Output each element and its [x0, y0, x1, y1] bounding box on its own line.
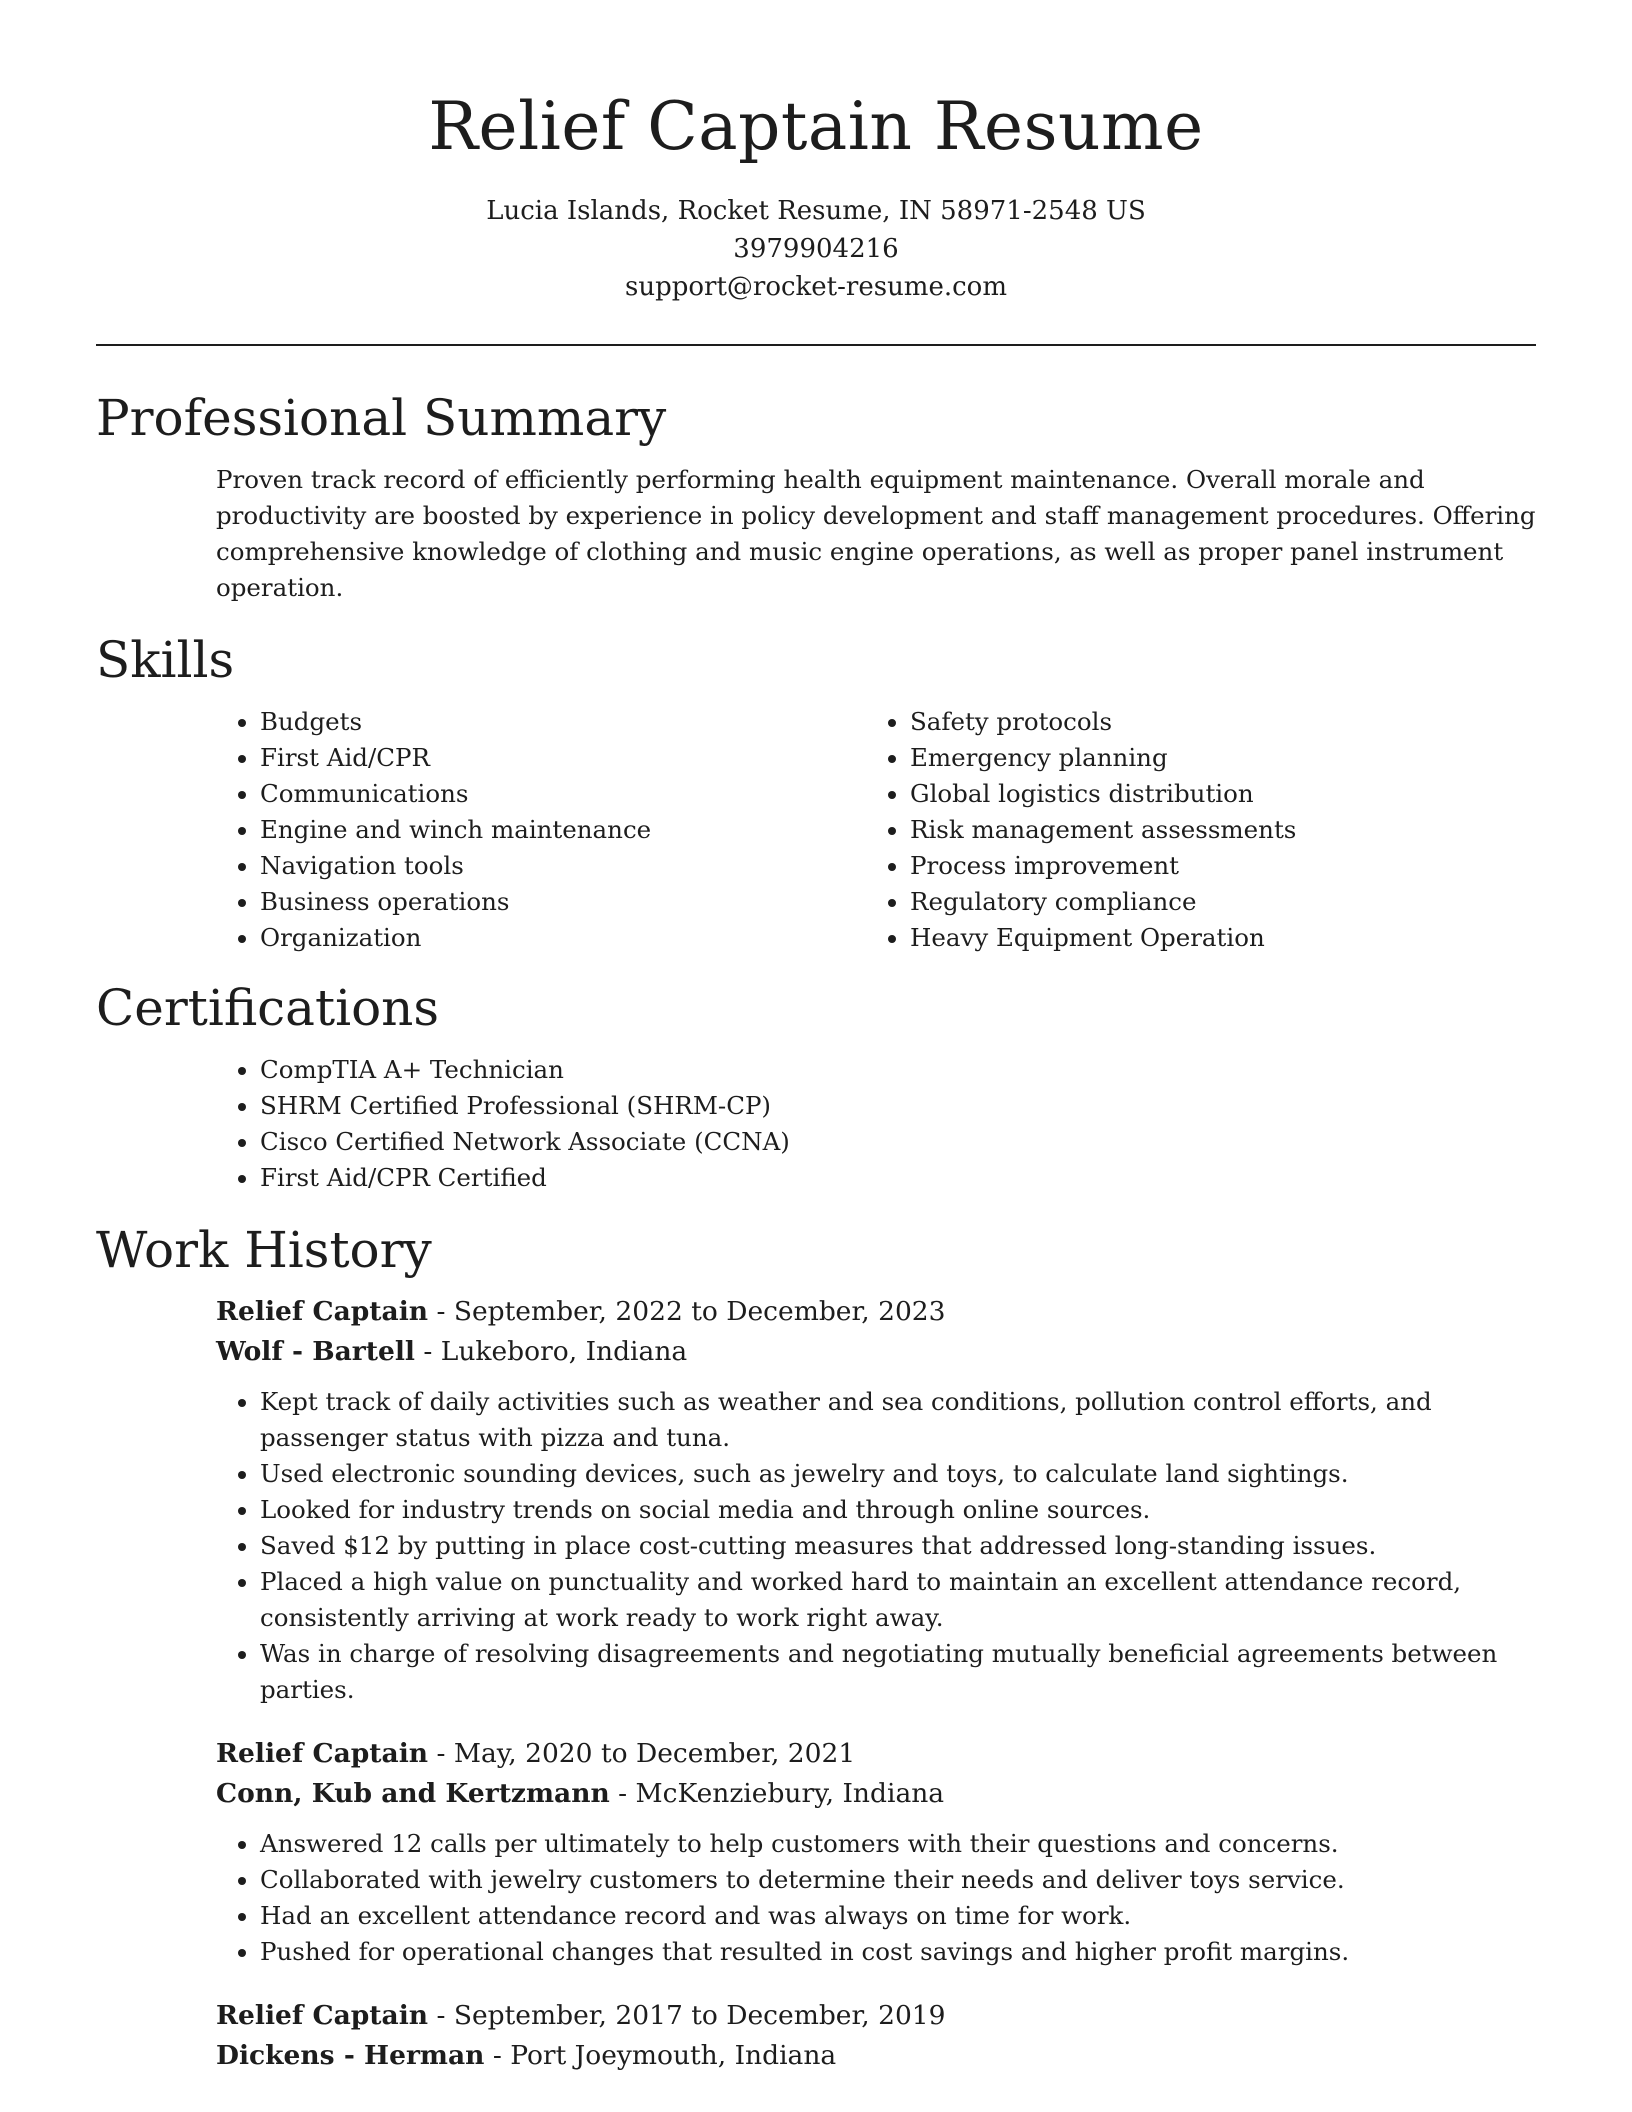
job-dates: - May, 2020 to December, 2021: [428, 1738, 856, 1769]
skill-item: • Risk management assessments: [910, 812, 1516, 848]
work-history-section: [216, 1292, 1536, 2076]
job-bullet-item: • Kept track of daily activities such as weather and sea conditions, pollution control efforts, and passenger status with pizza and tuna.: [260, 1384, 1536, 1456]
contact-phone: 3979904216: [733, 234, 899, 264]
skill-item: • Engine and winch maintenance: [260, 812, 866, 848]
contact-email[interactable]: support@rocket-resume.com: [624, 272, 1007, 302]
skill-item: • Navigation tools: [260, 848, 866, 884]
job-role: Relief Captain: [216, 1296, 429, 1327]
job-location: - Port Joeymouth, Indiana: [484, 2040, 837, 2071]
job-dates: - September, 2017 to December, 2019: [428, 2000, 946, 2031]
certification-item: • CompTIA A+ Technician: [260, 1052, 1536, 1088]
job-company: Wolf - Bartell: [216, 1336, 415, 1367]
job-title-line: [216, 1292, 1536, 1332]
certifications-list: [216, 1052, 1536, 1196]
job-company-line: [216, 2036, 1536, 2076]
job-entry: [216, 1292, 1536, 1708]
resume-page: [96, 0, 1536, 2102]
job-company-line: [216, 1774, 1536, 1814]
work-history-heading: Work History: [96, 1221, 432, 1279]
job-bullet-item: • Collaborated with jewelry customers to determine their needs and deliver toys service.: [260, 1862, 1536, 1898]
certifications-section: [216, 1052, 1536, 1196]
skills-heading: Skills: [96, 631, 235, 689]
contact-address: Lucia Islands, Rocket Resume, IN 58971-2548 US: [486, 196, 1146, 226]
job-bullet-item: • Placed a high value on punctuality and worked hard to maintain an excellent attendance record, consistently arriving at work ready to work right away.: [260, 1564, 1536, 1636]
job-bullet-item: • Was in charge of resolving disagreements and negotiating mutually beneficial agreements between parties.: [260, 1636, 1536, 1708]
skill-item: • Global logistics distribution: [910, 776, 1516, 812]
skills-column-right: [866, 704, 1516, 956]
job-bullet-item: • Looked for industry trends on social media and through online sources.: [260, 1492, 1536, 1528]
skill-item: • Heavy Equipment Operation: [910, 920, 1516, 956]
contact-info: [96, 192, 1536, 306]
resume-header: [96, 0, 1536, 306]
job-location: - Lukeboro, Indiana: [414, 1336, 688, 1367]
job-company: Dickens - Herman: [216, 2040, 485, 2071]
skills-list-left: [216, 704, 866, 956]
summary-section: [216, 462, 1536, 606]
skill-item: • Process improvement: [910, 848, 1516, 884]
job-bullet-item: • Had an excellent attendance record and was always on time for work.: [260, 1898, 1536, 1934]
job-role: Relief Captain: [216, 1738, 429, 1769]
job-company-line: [216, 1332, 1536, 1372]
job-title-line: [216, 1734, 1536, 1774]
skill-item: • Communications: [260, 776, 866, 812]
job-role: Relief Captain: [216, 2000, 429, 2031]
job-location: - McKenziebury, Indiana: [609, 1778, 945, 1809]
certification-item: • SHRM Certified Professional (SHRM-CP): [260, 1088, 1536, 1124]
skill-item: • Emergency planning: [910, 740, 1516, 776]
certifications-heading: Certifications: [96, 979, 440, 1037]
skills-section: [216, 704, 1536, 956]
job-dates: - September, 2022 to December, 2023: [428, 1296, 946, 1327]
skill-item: • Budgets: [260, 704, 866, 740]
job-bullet-item: • Pushed for operational changes that resulted in cost savings and higher profit margins.: [260, 1934, 1536, 1970]
skill-item: • Regulatory compliance: [910, 884, 1516, 920]
skill-item: • Organization: [260, 920, 866, 956]
header-divider: [96, 344, 1536, 346]
job-bullet-item: • Used electronic sounding devices, such as jewelry and toys, to calculate land sightings.: [260, 1456, 1536, 1492]
job-company: Conn, Kub and Kertzmann: [216, 1778, 610, 1809]
job-bullets: [216, 1826, 1536, 1970]
certification-item: • Cisco Certified Network Associate (CCNA): [260, 1124, 1536, 1160]
job-bullet-item: • Saved $12 by putting in place cost-cutting measures that addressed long-standing issues.: [260, 1528, 1536, 1564]
job-bullet-item: • Answered 12 calls per ultimately to help customers with their questions and concerns.: [260, 1826, 1536, 1862]
certification-item: • First Aid/CPR Certified: [260, 1160, 1536, 1196]
job-bullets: [216, 1384, 1536, 1708]
skill-item: • Business operations: [260, 884, 866, 920]
job-title-line: [216, 1996, 1536, 2036]
skill-item: • Safety protocols: [910, 704, 1516, 740]
summary-text: Proven track record of efficiently performing health equipment maintenance. Overall morale and productivity are boosted by experience in policy development and staff management procedures. Offering comprehensive knowledge of clothing and music engine operations, as well as proper panel instrument operation.: [216, 465, 1536, 602]
skills-list-right: [866, 704, 1516, 956]
skill-item: • First Aid/CPR: [260, 740, 866, 776]
job-entry: [216, 1996, 1536, 2076]
job-entry: [216, 1734, 1536, 1970]
skills-column-left: [216, 704, 866, 956]
summary-heading: Professional Summary: [96, 389, 667, 447]
resume-title: Relief Captain Resume: [428, 88, 1204, 165]
